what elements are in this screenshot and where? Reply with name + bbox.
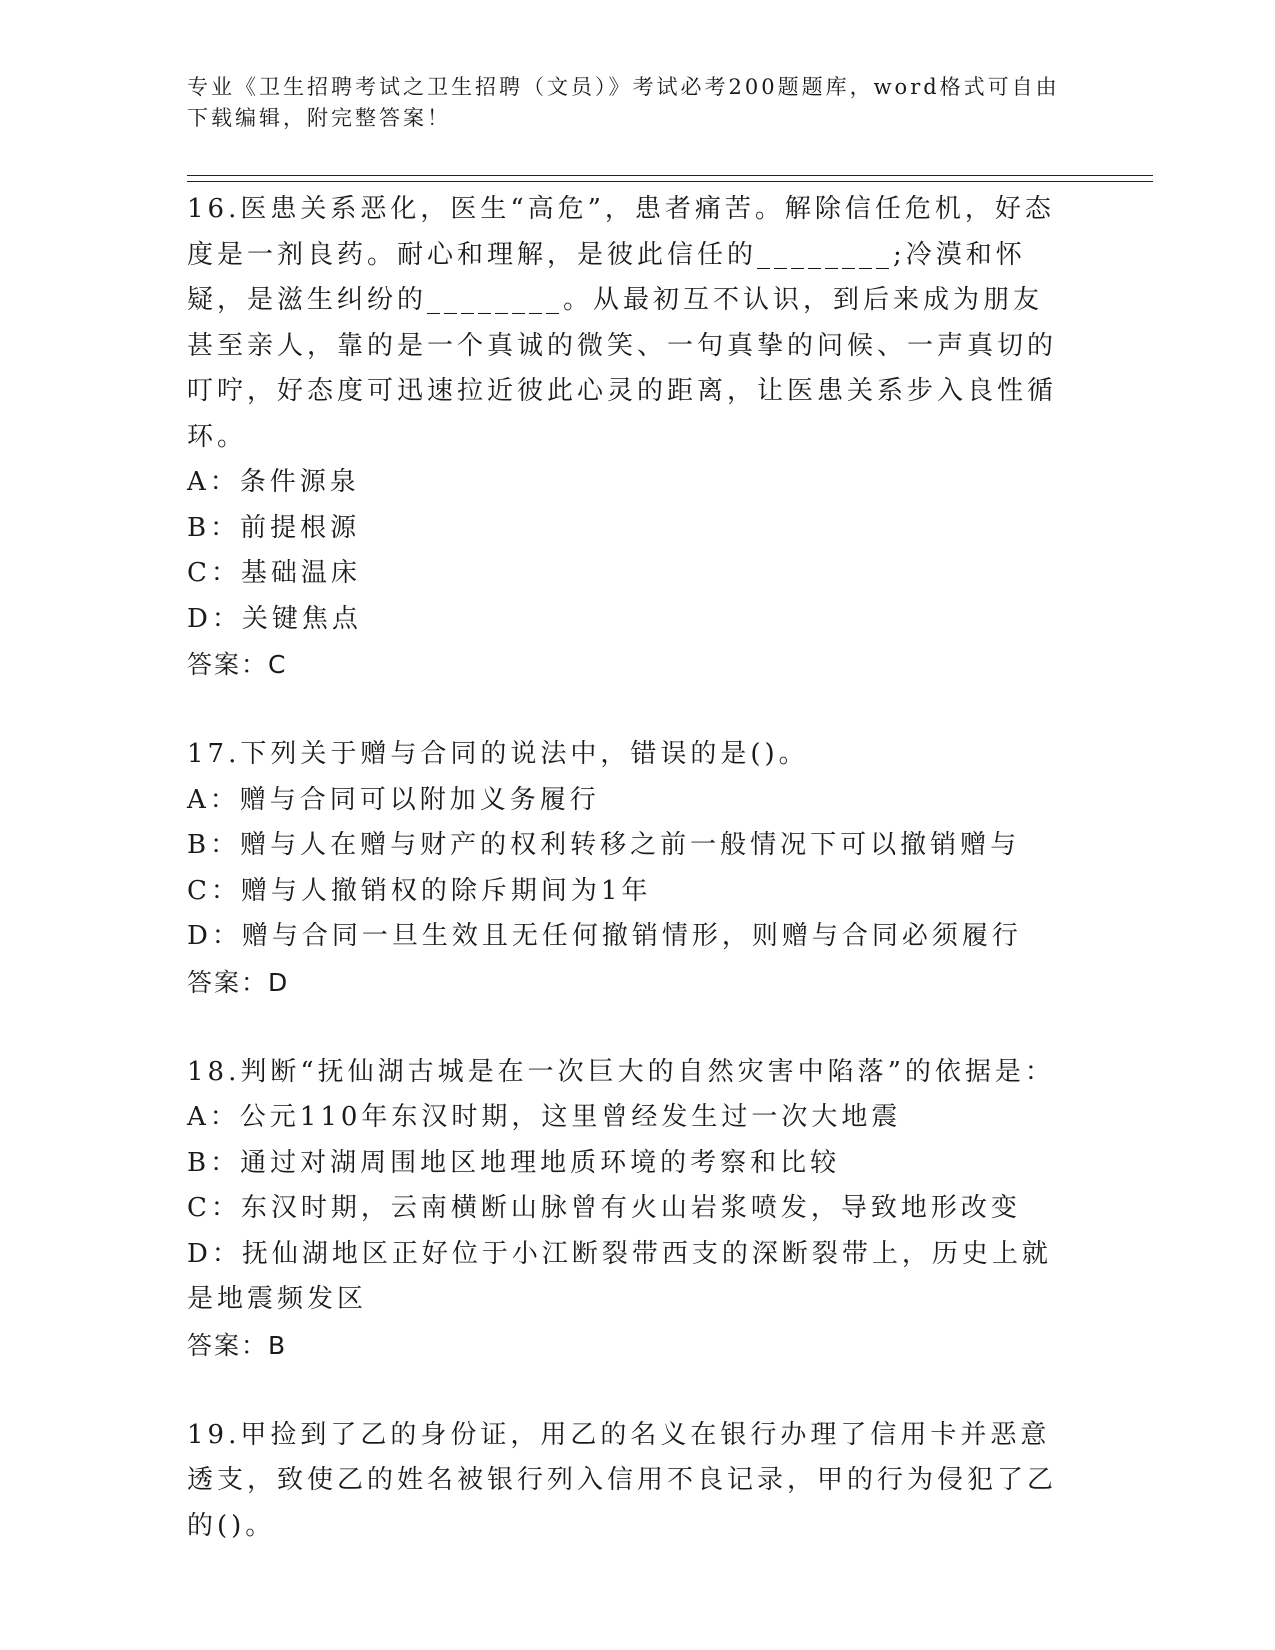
- question-18: [187, 1050, 1067, 1369]
- option-a: A：公元110年东汉时期，这里曾经发生过一次大地震: [187, 1102, 902, 1132]
- option-d: D：赠与合同一旦生效且无任何撤销情形，则赠与合同必须履行: [187, 921, 1022, 951]
- answer-line: 答案：D: [187, 967, 290, 997]
- question-stem: 16.医患关系恶化，医生“高危”，患者痛苦。解除信任危机，好态度是一剂良药。耐心和理解，是彼此信任的________;冷漠和怀疑，是滋生纠纷的________。从最初互不认识，到后来成为朋友甚至亲人，靠的是一个真诚的微笑、一句真挚的问候、一声真切的叮咛，好态度可迅速拉近彼此心灵的距离，让医患关系步入良性循环。: [187, 194, 1058, 452]
- option-d: D：抚仙湖地区正好位于小江断裂带西支的深断裂带上，历史上就是地震频发区: [187, 1238, 1052, 1314]
- option-a: A：条件源泉: [187, 467, 360, 497]
- option-a: A：赠与合同可以附加义务履行: [187, 784, 600, 815]
- question-stem: 17.下列关于赠与合同的说法中，错误的是()。: [187, 739, 809, 769]
- document-header: 专业《卫生招聘考试之卫生招聘（文员）》考试必考200题题库，word格式可自由下载编辑，附完整答案！: [187, 75, 1060, 130]
- header-divider-bottom: [187, 181, 1153, 182]
- option-b: B：赠与人在赠与财产的权利转移之前一般情况下可以撤销赠与: [187, 830, 1021, 860]
- option-c: C：赠与人撤销权的除斥期间为1年: [187, 875, 652, 906]
- question-17: [187, 732, 1067, 1006]
- question-16: [187, 187, 1067, 688]
- answer-line: 答案：B: [187, 1330, 288, 1360]
- option-c: C：东汉时期，云南横断山脉曾有火山岩浆喷发，导致地形改变: [187, 1193, 1021, 1223]
- question-19: [187, 1413, 1067, 1550]
- answer-line: 答案：C: [187, 650, 288, 679]
- header-divider-top: [187, 175, 1153, 176]
- option-c: C：基础温床: [187, 558, 361, 588]
- option-b: B：通过对湖周围地区地理地质环境的考察和比较: [187, 1147, 841, 1178]
- question-stem: 19.甲捡到了乙的身份证，用乙的名义在银行办理了信用卡并恶意透支，致使乙的姓名被银行列入信用不良记录，甲的行为侵犯了乙的()。: [187, 1419, 1058, 1541]
- option-b: B：前提根源: [187, 512, 361, 543]
- question-list: [187, 187, 1067, 1549]
- question-stem: 18.判断“抚仙湖古城是在一次巨大的自然灾害中陷落”的依据是：: [187, 1056, 1055, 1087]
- option-d: D：关键焦点: [187, 603, 362, 634]
